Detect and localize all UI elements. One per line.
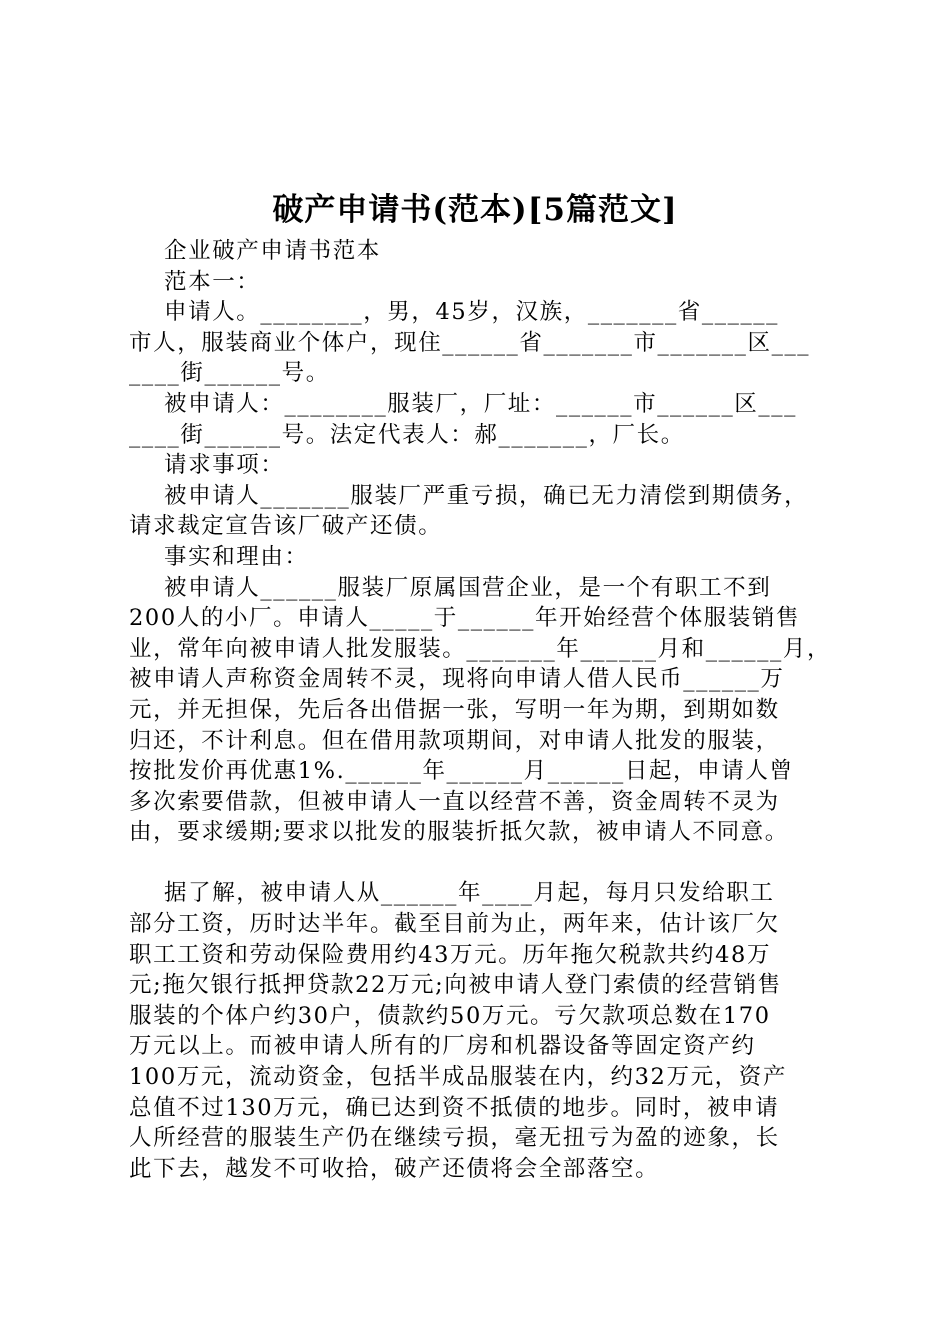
text-line: 由，要求缓期;要求以批发的服装折抵欠款，被申请人不同意。: [129, 819, 789, 846]
text-line: 请求裁定宣告该厂破产还债。: [129, 513, 443, 540]
text-line: 200人的小厂。申请人_____于______年开始经营个体服装销售: [129, 605, 801, 632]
document-body: [129, 236, 833, 1184]
text-line: 企业破产申请书范本: [129, 238, 381, 264]
text-line: 元;拖欠银行抵押贷款22万元;向被申请人登门索债的经营销售: [129, 972, 782, 999]
text-line: 多次索要借款，但被申请人一直以经营不善，资金周转不灵为: [129, 788, 780, 815]
text-line: 万元以上。而被申请人所有的厂房和机器设备等固定资产约: [129, 1033, 756, 1060]
document-title: 破产申请书(范本)[5篇范文]: [272, 192, 678, 228]
text-line: 事实和理由：: [129, 543, 309, 570]
text-line: ____街______号。: [129, 360, 330, 387]
text-line: ____街______号。法定代表人：郝_______，厂长。: [129, 421, 685, 448]
blank-line: [129, 848, 833, 879]
text-line: 服装的个体户约30户，债款约50万元。亏欠款项总数在170: [129, 1002, 771, 1029]
text-line: 被申请人_______服装厂严重亏损，确已无力清偿到期债务，: [129, 482, 809, 509]
text-line: 市人，服装商业个体户，现住______省_______市_______区___: [129, 329, 811, 356]
text-line: 此下去，越发不可收拾，破产还债将会全部落空。: [129, 1155, 660, 1182]
text-line: 100万元，流动资金，包括半成品服装在内，约32万元，资产: [129, 1064, 787, 1091]
text-line: 请求事项：: [129, 452, 285, 479]
text-line: 申请人。________，男，45岁，汉族，_______省______: [129, 299, 779, 326]
text-line: 据了解，被申请人从______年____月起，每月只发给职工: [129, 880, 775, 907]
text-line: 范本一：: [129, 268, 261, 295]
text-line: 业，常年向被申请人批发服装。_______年______月和______月，: [129, 635, 832, 662]
text-line: 被申请人声称资金周转不灵，现将向申请人借人民币______万: [129, 666, 785, 693]
text-line: 总值不过130万元，确已达到资不抵债的地步。同时，被申请: [129, 1094, 780, 1121]
text-line: 元，并无担保，先后各出借据一张，写明一年为期，到期如数: [129, 696, 780, 723]
text-line: 被申请人：________服装厂，厂址：______市______区___: [129, 390, 797, 417]
text-line: 被申请人______服装厂原属国营企业，是一个有职工不到: [129, 574, 772, 601]
text-line: 人所经营的服装生产仍在继续亏损，毫无扭亏为盈的迹象，长: [129, 1125, 780, 1152]
text-line: 归还，不计利息。但在借用款项期间，对申请人批发的服装，: [129, 727, 780, 754]
text-line: 职工工资和劳动保险费用约43万元。历年拖欠税款共约48万: [129, 941, 772, 968]
text-line: 部分工资，历时达半年。截至目前为止，两年来，估计该厂欠: [129, 911, 780, 938]
text-line: 按批发价再优惠1%.______年______月______日起，申请人曾: [129, 758, 794, 785]
